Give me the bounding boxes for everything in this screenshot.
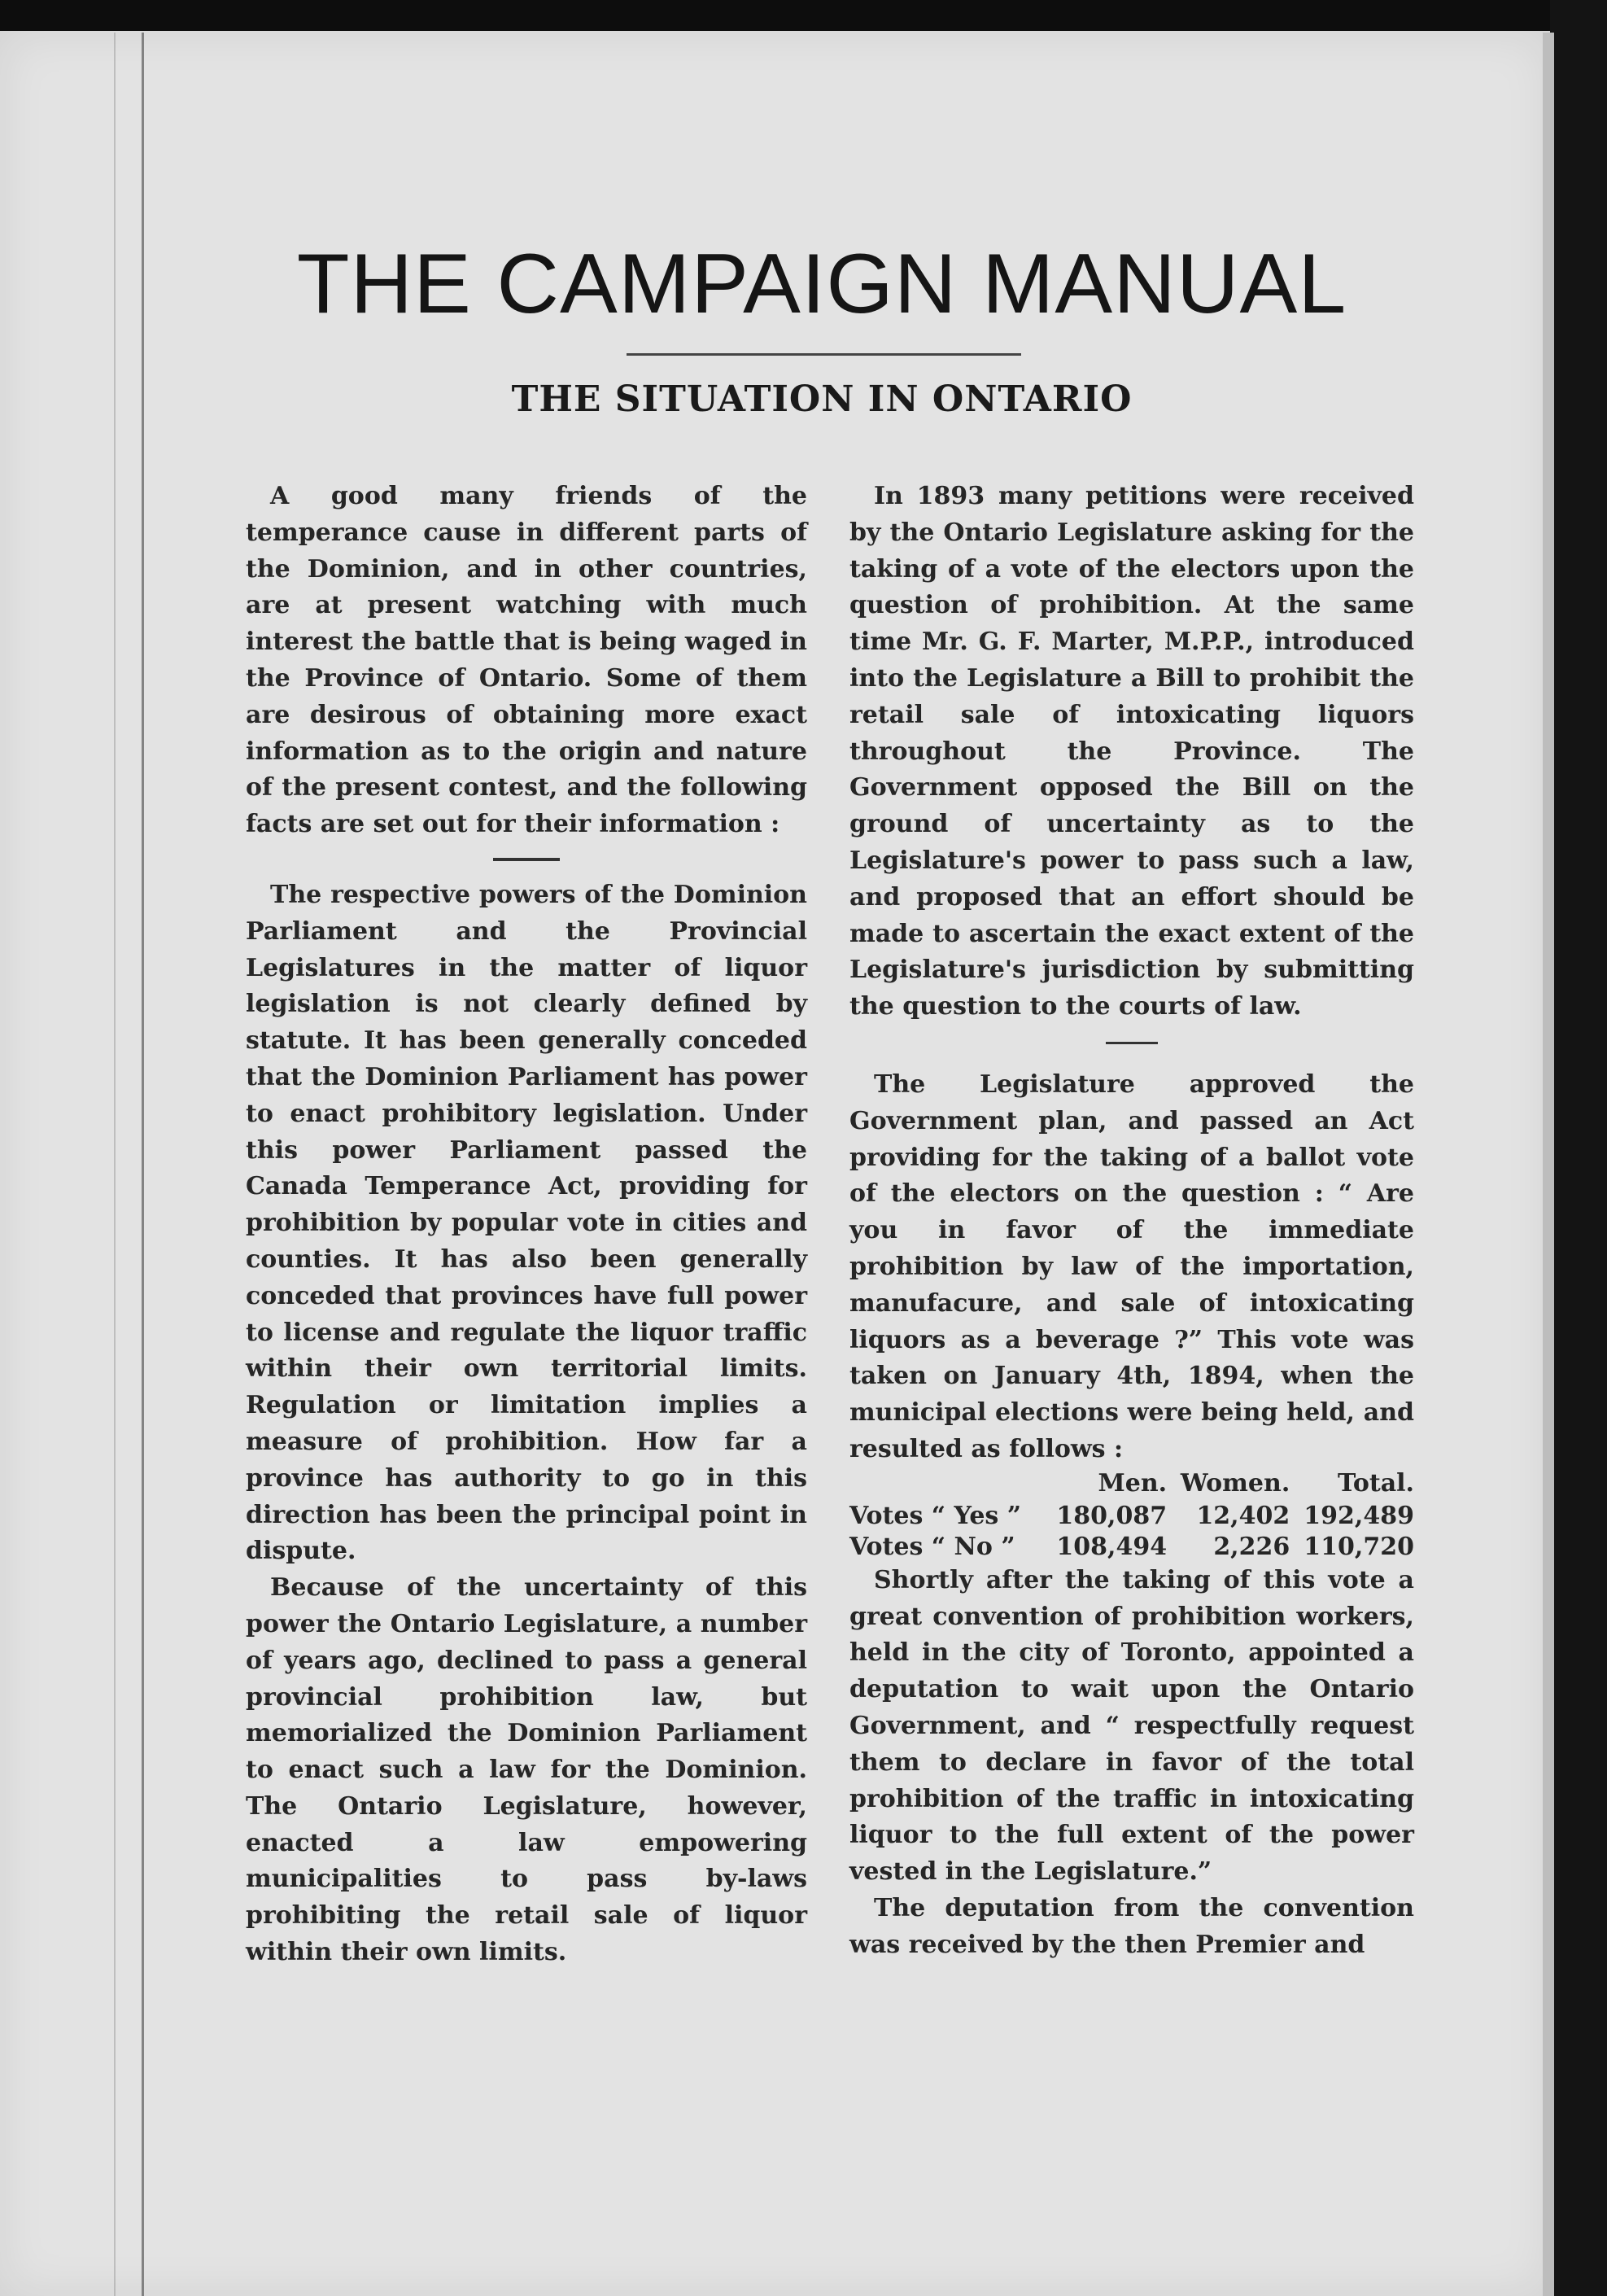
page-title: THE CAMPAIGN MANUAL [296,237,1347,331]
paragraph: The Legislature approved the Government plan, and passed an Act providing for the taking of a ballot vote of the electors on the question : “ Are you in favor of the immediate prohibition by law of the importation, manufacure, and sale of intoxicating liquors as a beverage ?” This vote was taken on January 4th, 1894, when the municipal elections were being held, and resulted as follows : [849,1069,1414,1463]
section-separator [493,858,560,861]
table-cell: 2,226 [1213,1532,1290,1561]
scan-border-right [1550,0,1607,2296]
section-separator [1106,1042,1158,1044]
paragraph: The respective powers of the Dominion Parliament and the Provincial Legislatures in the matter of liquor legislation is not clearly defined by statute. It has been generally conceded that the Dominion Parliament has power to enact prohibitory legislation. Under this power Parliament passed the Canada Temperance Act, providing for prohibition by popular vote in cities and counties. It has also been generally conceded that provinces have full power to license and regulate the liquor traffic within their own territorial limits. Regulation or limitation implies a measure of prohibition. How far a province has authority to go in this direction has been the principal point in dispute. [246,880,807,1566]
right-column [849,479,1414,1963]
row-label: Votes “ No ” [849,1532,1015,1561]
left-column [246,479,807,1971]
binding-shadow [114,33,116,2296]
title-rule [627,353,1021,356]
column-header: Total. [1337,1468,1414,1498]
table-header-row [849,1468,1414,1501]
paragraph: Because of the uncertainty of this power the Ontario Legislature, a number of years ago, declined to pass a general provincial prohibition law, but memorialized the Dominion Parliament to enact such a law for the Dominion. The Ontario Legislature, however, enacted a law empowering municipalities to pass by-laws prohibiting the retail sale of liquor within their own limits. [246,1573,807,1967]
column-header: Women. [1180,1468,1290,1498]
page-edge-right [1543,33,1554,2296]
binding-edge [142,33,144,2296]
paragraph: In 1893 many petitions were received by the Ontario Legislature asking for the taking of a vote of the electors upon the question of prohibition. At the same time Mr. G. F. Marter, M.P.P., introduced into the Legislature a Bill to prohibit the retail sale of intoxicating liquors throughout the Province. The Government opposed the Bill on the ground of uncertainty as to the Legislature's power to pass such a law, and proposed that an effort should be made to ascertain the exact extent of the Legislature's jurisdiction by submitting the question to the courts of law. [849,482,1414,1021]
table-cell: 180,087 [1056,1501,1168,1530]
paragraph: Shortly after the taking of this vote a great convention of prohibition workers, held in the city of Toronto, appointed a deputation to wait upon the Ontario Government, and “ respectfully request them to declare in favor of the total prohibition of the traffic in intoxicating liquor to the full extent of the power vested in the Legislature.” [849,1565,1414,1887]
row-label: Votes “ Yes ” [849,1501,1021,1530]
table-cell: 12,402 [1196,1501,1290,1530]
page-subtitle: THE SITUATION IN ONTARIO [511,378,1133,420]
paragraph: The deputation from the convention was received by the then Premier and [849,1893,1414,1959]
table-row [849,1501,1414,1532]
paragraph: A good many friends of the temperance cause in different parts of the Dominion, and in other countries, are at present watching with much interest the battle that is being waged in the Province of Ontario. Some of them are desirous of obtaining more exact information as to the origin and nature of the present contest, and the following facts are set out for their information : [246,482,807,839]
scan-border-top [0,0,1607,33]
vote-results-table [849,1468,1414,1563]
table-cell: 108,494 [1056,1532,1168,1561]
column-header: Men. [1098,1468,1168,1498]
table-cell: 110,720 [1304,1532,1414,1561]
table-row [849,1532,1414,1563]
table-cell: 192,489 [1304,1501,1414,1530]
